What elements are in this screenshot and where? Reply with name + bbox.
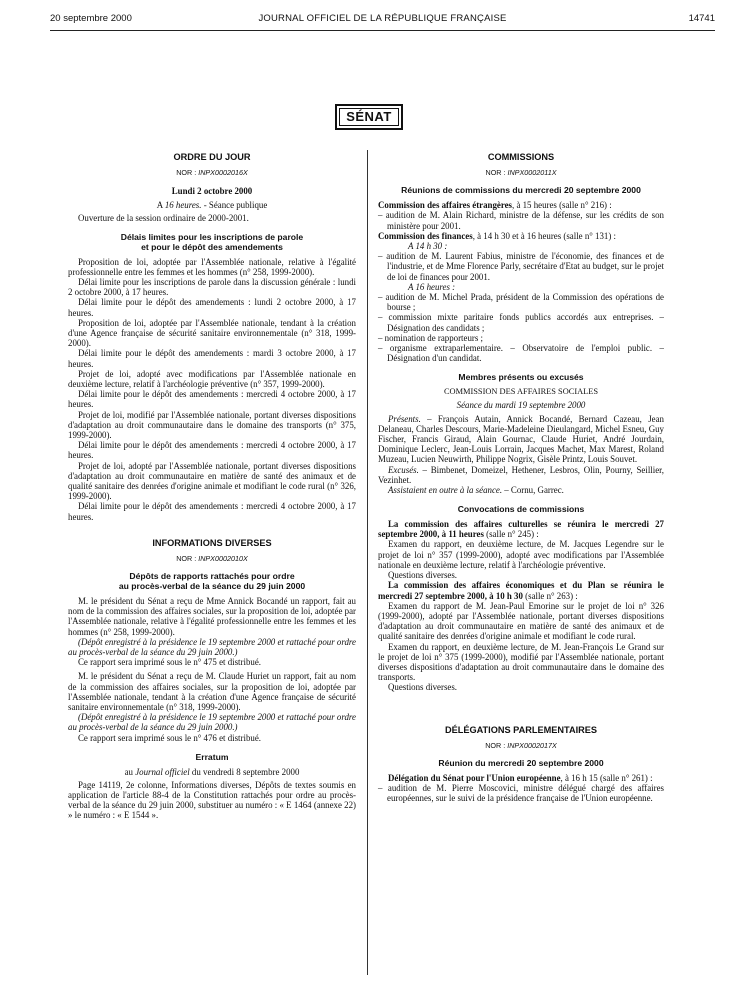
delai-amend-2: Délai limite pour le dépôt des amendements : mardi 3 octobre 2000, à 17 heures. xyxy=(68,348,356,369)
delai-amend-1: Délai limite pour le dépôt des amendements : lundi 2 octobre 2000, à 17 heures. xyxy=(68,297,356,318)
informations-title: INFORMATIONS DIVERSES xyxy=(152,537,272,548)
finances-cmp: – commission mixte paritaire fonds publics accordés aux entreprises. – Désignation des candidats ; xyxy=(378,312,664,333)
ordre-date: Lundi 2 octobre 2000 xyxy=(171,186,253,197)
convocation-economiques: La commission des affaires économiques et du Plan se réunira le mercredi 27 septembre 2000, à 10 h 30 (salle n° 263) : xyxy=(378,580,664,601)
column-divider xyxy=(367,150,368,975)
delai-prop-5: Projet de loi, adopté par l'Assemblée nationale, portant diverses dispositions d'adaptation au droit communautaire en matière de santé des animaux et de qualité sanitaire des denrées d'origine animale et modifiant le code rural (n° 326, 1999-2000). xyxy=(68,460,356,502)
finances-audition-prada: – audition de M. Michel Prada, président de la Commission des opérations de bourse ; xyxy=(378,292,664,313)
delai-prop-3: Projet de loi, adopté avec modifications par l'Assemblée nationale en deuxième lecture, relatif à l'archéologie préventive (n° 357, 1999-2000). xyxy=(68,368,356,390)
delai-prop-4: Projet de loi, modifié par l'Assemblée nationale, portant diverses dispositions d'adaptation au droit communautaire dans le domaine des transports (n° 375, 1999-2000). xyxy=(68,409,356,441)
economiques-examen-1: Examen du rapport de M. Jean-Paul Emorine sur le projet de loi n° 326 (1999-2000), adopté par l'Assemblée nationale, portant diverses dispositions d'adaptation au droit communautaire en matière de santé des animaux et de qualité sanitaire des denrées d'origine animale et modifiant le code rural. xyxy=(378,600,664,642)
ordre-du-jour-title: ORDRE DU JOUR xyxy=(173,152,251,162)
senat-box: SÉNAT xyxy=(335,104,403,130)
finances-organisme: – organisme extraparlementaire. – Observatoire de l'emploi public. – Désignation d'un candidat. xyxy=(378,343,664,364)
economiques-examen-2: Examen du rapport, en deuxième lecture, de M. Jean-François Le Grand sur le projet de loi n° 375 (1999-2000), modifié par l'Assemblée nationale, portant diverses dispositions d'adaptation au droit communautaire dans le domaine des transports. xyxy=(378,641,664,683)
erratum-source: au Journal officiel du vendredi 8 septembre 2000 xyxy=(124,766,300,777)
membres-seance: Séance du mardi 19 septembre 2000 xyxy=(456,400,586,411)
nor-commissions: NOR : INPX0002011X xyxy=(485,168,557,178)
delegations-title: DÉLÉGATIONS PARLEMENTAIRES xyxy=(444,724,598,735)
delai-prop-1: Proposition de loi, adoptée par l'Assemblée nationale, relative à l'égalité professionnelle entre les femmes et les hommes (n° 258, 1999-2000). xyxy=(68,256,356,277)
finances-1430: A 14 h 30 : xyxy=(408,241,448,252)
rapport-2-depot: (Dépôt enregistré à la présidence le 19 septembre 2000 et rattaché pour ordre au procès-verbal de la séance du 29 juin 2000.) xyxy=(68,712,356,733)
header-date: 20 septembre 2000 xyxy=(50,13,132,24)
rapport-1: M. le président du Sénat a reçu de Mme Annick Bocandé un rapport, fait au nom de la commission des affaires sociales, sur la proposition de loi, adoptée par l'Assemblée nationale, relative à l'égalité professionnelle entre les femmes et les hommes (n° 258, 1999-2000). xyxy=(68,595,356,637)
commission-etrangeres: Commission des affaires étrangères, à 15 heures (salle n° 216) : xyxy=(378,200,612,211)
right-column xyxy=(378,150,664,803)
rapport-1-impression: Ce rapport sera imprimé sous le n° 475 et distribué. xyxy=(78,657,261,668)
rapport-2-impression: Ce rapport sera imprimé sous le n° 476 et distribué. xyxy=(78,732,261,743)
finances-rapporteurs: – nomination de rapporteurs ; xyxy=(378,332,483,343)
membres-excuses: Excusés. – Bimbenet, Domeizel, Hethener, Lesbros, Olin, Pourny, Seillier, Vezinhet. xyxy=(378,464,664,485)
finances-16h: A 16 heures : xyxy=(408,281,456,292)
reunions-title: Réunions de commissions du mercredi 20 septembre 2000 xyxy=(401,185,641,196)
ordre-ouverture: Ouverture de la session ordinaire de 2000-2001. xyxy=(78,212,249,223)
membres-assistaient: Assistaient en outre à la séance. – Cornu, Garrec. xyxy=(388,485,564,496)
erratum-title: Erratum xyxy=(195,751,229,762)
erratum-text: Page 14119, 2e colonne, Informations diverses, Dépôts de textes soumis en application de l'article 88-4 de la Constitution rattachés pour ordre au procès-verbal de la séance du 29 juin 2000, substituer au numéro : « E 1464 (annexe 22) » le numéro : « E 1544 ». xyxy=(68,779,356,821)
delegation-reunion-title: Réunion du mercredi 20 septembre 2000 xyxy=(438,757,604,768)
culturelles-examen: Examen du rapport, en deuxième lecture, de M. Jacques Legendre sur le projet de loi n° 357 (1999-2000), adopté avec modifications par l'Assemblée nationale en deuxième lecture, relatif à l'archéologie préventive. xyxy=(378,539,664,570)
membres-presents: Présents. – François Autain, Annick Bocandé, Bernard Cazeau, Jean Delaneau, Charles Descours, Marie-Madeleine Dieulangard, Michel Esneu, Guy Fischer, Francis Giraud, Alain Gournac, Claude Huriet, André Jourdain, Dominique Leclerc, Jean-Louis Lorrain, Jacques Machet, Max Marest, Roland Muzeau, Lucien Neuwirth, Philippe Nogrix, Gisèle Printz, Louis Souvet. xyxy=(378,413,664,465)
delais-title: Délais limites pour les inscriptions de parole et pour le dépôt des amendements xyxy=(120,232,304,252)
nor-ordre: NOR : INPX0002016X xyxy=(176,168,248,178)
delai-prop-2: Proposition de loi, adoptée par l'Assemblée nationale, tendant à la création d'une Agence française de sécurité sanitaire environnementale (n° 318, 1999-2000). xyxy=(68,317,356,349)
membres-title: Membres présents ou excusés xyxy=(458,372,584,383)
commission-finances: Commission des finances, à 14 h 30 et à 16 heures (salle n° 131) : xyxy=(378,230,616,241)
ordre-seance: A 16 heures. - Séance publique xyxy=(156,199,268,210)
delai-amend-5: Délai limite pour le dépôt des amendements : mercredi 4 octobre 2000, à 17 heures. xyxy=(68,501,356,522)
delegation-audition: – audition de M. Pierre Moscovici, ministre délégué chargé des affaires européennes, sur le suivi de la présidence française de l'Union européenne. xyxy=(378,782,664,804)
culturelles-questions: Questions diverses. xyxy=(388,570,458,581)
convocation-culturelles: La commission des affaires culturelles se réunira le mercredi 27 septembre 2000, à 11 heures (salle n° 245) : xyxy=(378,519,664,540)
commissions-title: COMMISSIONS xyxy=(487,152,555,162)
finances-audition-fabius: – audition de M. Laurent Fabius, ministre de l'économie, des finances et de l'industrie, et de Mme Florence Parly, secrétaire d'Etat au budget, sur le projet de loi de finances pour 2001. xyxy=(378,251,664,282)
rapport-1-depot: (Dépôt enregistré à la présidence le 19 septembre 2000 et rattaché pour ordre au procès-verbal de la séance du 29 juin 2000.) xyxy=(68,636,356,657)
nor-delegations: NOR : INPX0002017X xyxy=(485,740,557,750)
header-page-number: 14741 xyxy=(688,13,715,24)
convocations-title: Convocations de commissions xyxy=(457,504,585,515)
header-title: JOURNAL OFFICIEL DE LA RÉPUBLIQUE FRANÇAISE xyxy=(258,13,507,24)
rapport-2: M. le président du Sénat a reçu de M. Claude Huriet un rapport, fait au nom de la commission des affaires sociales, sur la proposition de loi, adoptée par l'Assemblée nationale, tendant à la création d'une Agence française de sécurité sanitaire environnementale (n° 318, 1999-2000). xyxy=(68,671,356,712)
membres-commission: COMMISSION DES AFFAIRES SOCIALES xyxy=(443,387,599,397)
etrangeres-audition: – audition de M. Alain Richard, ministre de la défense, sur les crédits de son ministère pour 2001. xyxy=(378,210,664,231)
nor-infos: NOR : INPX0002010X xyxy=(176,554,248,564)
economiques-questions: Questions diverses. xyxy=(388,682,458,693)
delai-parole-1: Délai limite pour les inscriptions de parole dans la discussion générale : lundi 2 octobre 2000, à 17 heures. xyxy=(68,277,356,298)
page-header xyxy=(50,13,715,27)
delai-amend-3: Délai limite pour le dépôt des amendements : mercredi 4 octobre 2000, à 17 heures. xyxy=(68,389,356,410)
header-rule xyxy=(50,30,715,31)
depots-title: Dépôts de rapports rattachés pour ordre au procès-verbal de la séance du 29 juin 2000 xyxy=(118,571,306,592)
left-column xyxy=(68,150,356,821)
delegation-ue: Délégation du Sénat pour l'Union européenne, à 16 h 15 (salle n° 261) : xyxy=(388,772,653,783)
delai-amend-4: Délai limite pour le dépôt des amendements : mercredi 4 octobre 2000, à 17 heures. xyxy=(68,440,356,461)
